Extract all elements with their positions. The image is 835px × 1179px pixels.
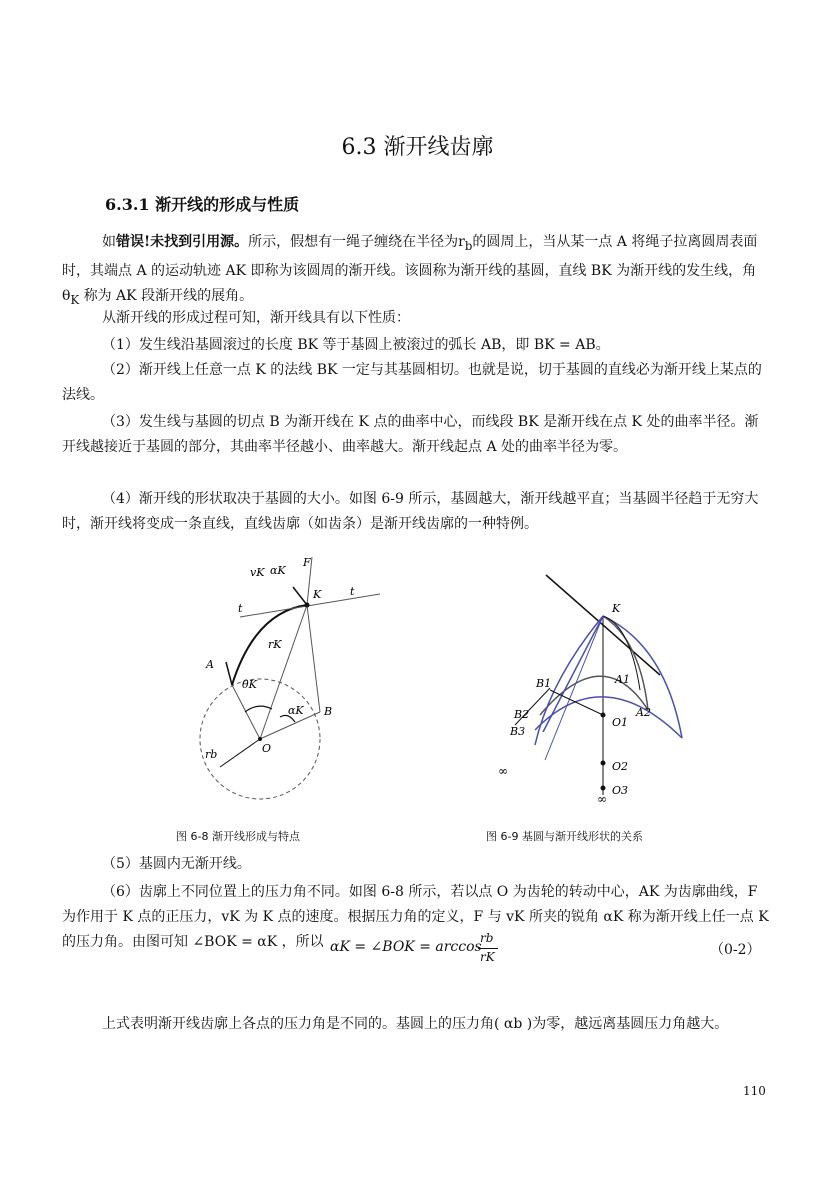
angle-arc-theta [245, 706, 272, 712]
label-t2: t [350, 585, 355, 598]
p1-d: 称为 AK 段渐开线的展角。 [79, 287, 254, 304]
equation-denominator: rK [480, 950, 495, 964]
paragraph-5: （3）发生线与基圆的切点 B 为渐开线在 K 点的曲率中心，而线段 BK 是渐开线在点 K 处的曲率半径。渐开线越接近于基圆的部分，其曲率半径越小、曲率越大。渐开线起点 A 处的曲率半径为零。 [62, 414, 759, 455]
label-ak-top: αK [270, 564, 286, 577]
base-circle-2 [535, 697, 682, 738]
figure-6-9 [490, 560, 690, 810]
p1-b-sub: b [464, 238, 473, 253]
label-a1: A1 [615, 673, 630, 686]
paragraph-8: （6）齿廓上不同位置上的压力角不同。如图 6-8 所示，若以点 O 为齿轮的转动中心，AK 为齿廓曲线，F 为作用于 K 点的正压力，vK 为 K 点的速度。根据压力角的定义，F 与 vK 所夹的锐角 αK 称为渐开线上任一点 K 的压力角。由图可知 ∠BOK = αK ，所以 [62, 884, 769, 950]
line-kb2 [543, 616, 603, 732]
figure-6-9-caption: 图 6-9 基圆与渐开线形状的关系 [486, 830, 643, 843]
paragraph-9: 上式表明渐开线齿廓上各点的压力角是不同的。基圆上的压力角( αb )为零，越远离基圆压力角越大。 [102, 1016, 729, 1032]
fraction-bar [478, 948, 498, 949]
label-vk: vK [250, 566, 265, 579]
label-rb: rb [205, 748, 218, 761]
paragraph-1 [62, 230, 772, 313]
velocity-arrow [293, 587, 307, 605]
p1-b: 所示，假想有一绳子缠绕在半径为r [248, 234, 465, 250]
label-rk: rK [268, 638, 282, 651]
subsection-title: 6.3.1 渐开线的形成与性质 [105, 195, 300, 214]
base-circle-1 [540, 676, 648, 715]
label-ak-inner: αK [288, 704, 304, 717]
label-o: O [262, 742, 272, 755]
line-oa [232, 685, 260, 739]
equation-number: （0-2） [710, 942, 761, 958]
label-o3: O3 [612, 784, 629, 797]
paragraph-3: （1）发生线沿基圆滚过的长度 BK 等于基圆上被滚过的弧长 AB，即 BK = AB。 [102, 337, 610, 353]
arrow-a [226, 662, 232, 685]
label-a: A [206, 658, 214, 671]
paragraph-6: （4）渐开线的形状取决于基圆的大小。如图 6-9 所示，基圆越大，渐开线越平直；当基圆半径趋于无穷大时，渐开线将变成一条直线，直线齿廓（如齿条）是渐开线齿廓的一种特例。 [62, 491, 759, 532]
equation-0-2 [0, 931, 835, 971]
paragraph-4: （2）渐开线上任意一点 K 的法线 BK 一定与其基圆相切。也就是说，切于基圆的直线必为渐开线上某点的法线。 [62, 362, 762, 403]
label-infinity-1: ∞ [498, 764, 508, 778]
label-o2: O2 [612, 760, 629, 773]
p1-c: 的圆周上，当从某一点 A 将绳子拉离圆周表面时，其端点 A 的运动轨迹 AK 即称为该圆周的渐开线。该圆称为渐开线的基圆，直线 BK 为渐开线的发生线，角 θ [62, 234, 758, 304]
point-o1 [601, 713, 606, 718]
label-b1: B1 [536, 677, 552, 690]
label-infinity-2: ∞ [597, 792, 607, 806]
paragraph-2: 从渐开线的形成过程可知，渐开线具有以下性质： [102, 310, 410, 326]
p1-a: 如 [102, 234, 116, 250]
label-f: F [303, 556, 311, 569]
section-title: 6.3 渐开线齿廓 [341, 135, 494, 160]
figure-6-8 [180, 552, 380, 807]
equation-lhs: αK = ∠BOK = arccos [330, 939, 482, 955]
label-a2: A2 [636, 706, 651, 719]
label-k: K [313, 588, 322, 601]
label-o1: O1 [612, 716, 629, 729]
label-theta-k: θK [242, 678, 257, 691]
equation-numerator: rb [480, 931, 494, 945]
tangent-line [240, 594, 380, 617]
point-k [305, 603, 310, 608]
label-t1: t [238, 602, 243, 615]
label-k2: K [612, 602, 621, 615]
label-b2: B2 [514, 708, 530, 721]
point-o3 [601, 786, 606, 791]
point-o [258, 737, 262, 741]
normal-line-bk [307, 605, 320, 712]
label-b: B [324, 705, 333, 718]
page-number: 110 [743, 1084, 766, 1098]
figure-6-8-caption: 图 6-8 渐开线形成与特点 [176, 830, 300, 843]
paragraph-7: （5）基圆内无渐开线。 [102, 856, 251, 872]
p1-c-sub: K [70, 292, 80, 307]
error-reference: 错误!未找到引用源。 [116, 234, 249, 250]
radius-rb [220, 739, 260, 767]
point-o2 [601, 761, 606, 766]
line-kb3 [545, 616, 603, 760]
label-b3: B3 [510, 725, 526, 738]
